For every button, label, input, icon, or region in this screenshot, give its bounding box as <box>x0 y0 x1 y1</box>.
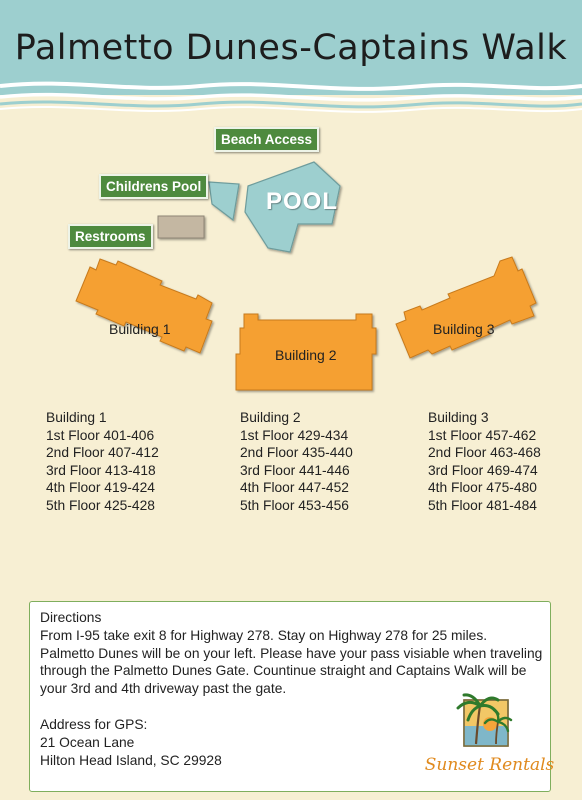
building-2-floor-list <box>240 409 353 515</box>
childrens-pool-label: Childrens Pool <box>99 174 208 199</box>
building-1-floor-list <box>46 409 159 515</box>
floor-list-title: Building 2 <box>240 410 301 425</box>
building-3-label: Building 3 <box>433 321 495 337</box>
floor-list-item: 5th Floor 425-428 <box>46 497 155 513</box>
floor-list-item: 3rd Floor 469-474 <box>428 462 538 478</box>
childrens-pool-shape <box>209 182 239 220</box>
pool-label: POOL <box>266 188 339 215</box>
floor-list-item: 3rd Floor 413-418 <box>46 462 156 478</box>
directions-panel <box>29 601 555 792</box>
floor-list-title: Building 1 <box>46 410 107 425</box>
palm-tree-logo-icon <box>450 692 520 752</box>
building-2-label: Building 2 <box>275 347 337 363</box>
floor-list-item: 1st Floor 429-434 <box>240 427 349 443</box>
floor-list-item: 2nd Floor 407-412 <box>46 445 159 461</box>
floor-list-item: 4th Floor 447-452 <box>240 480 349 496</box>
building-1-shape <box>76 259 212 353</box>
brand-name: Sunset Rentals <box>424 755 555 775</box>
floor-list-item: 3rd Floor 441-446 <box>240 462 350 478</box>
floor-list-item: 1st Floor 457-462 <box>428 427 537 443</box>
directions-text <box>40 609 545 698</box>
building-1-label: Building 1 <box>109 321 171 337</box>
floor-list-title: Building 3 <box>428 410 489 425</box>
floor-list-item: 5th Floor 453-456 <box>240 497 349 513</box>
gps-heading: Address for GPS: <box>40 717 148 732</box>
floor-list-item: 4th Floor 475-480 <box>428 480 537 496</box>
restrooms-label: Restrooms <box>68 224 153 249</box>
floor-list-item: 5th Floor 481-484 <box>428 497 537 513</box>
address-line-2: Hilton Head Island, SC 29928 <box>40 752 222 768</box>
address-line-1: 21 Ocean Lane <box>40 734 135 750</box>
building-3-floor-list <box>428 409 541 515</box>
floor-list-item: 1st Floor 401-406 <box>46 427 155 443</box>
gps-address <box>40 716 222 769</box>
page-title: Palmetto Dunes-Captains Walk <box>14 28 568 68</box>
floor-list-item: 4th Floor 419-424 <box>46 480 155 496</box>
directions-heading: Directions <box>40 610 102 625</box>
floor-list-item: 2nd Floor 463-468 <box>428 445 541 461</box>
building-3-shape <box>396 257 536 358</box>
floor-list-item: 2nd Floor 435-440 <box>240 445 353 461</box>
beach-access-label: Beach Access <box>214 127 319 152</box>
directions-body: From I-95 take exit 8 for Highway 278. Stay on Highway 278 for 25 miles. Palmetto Dunes will be on your left. Please have your pass visiable when traveling through the Palmetto Dunes Gate. Countinue straight and Captains Walk will be your 3rd and 4th driveway past the gate. <box>40 627 543 697</box>
restrooms-shape <box>158 216 204 238</box>
